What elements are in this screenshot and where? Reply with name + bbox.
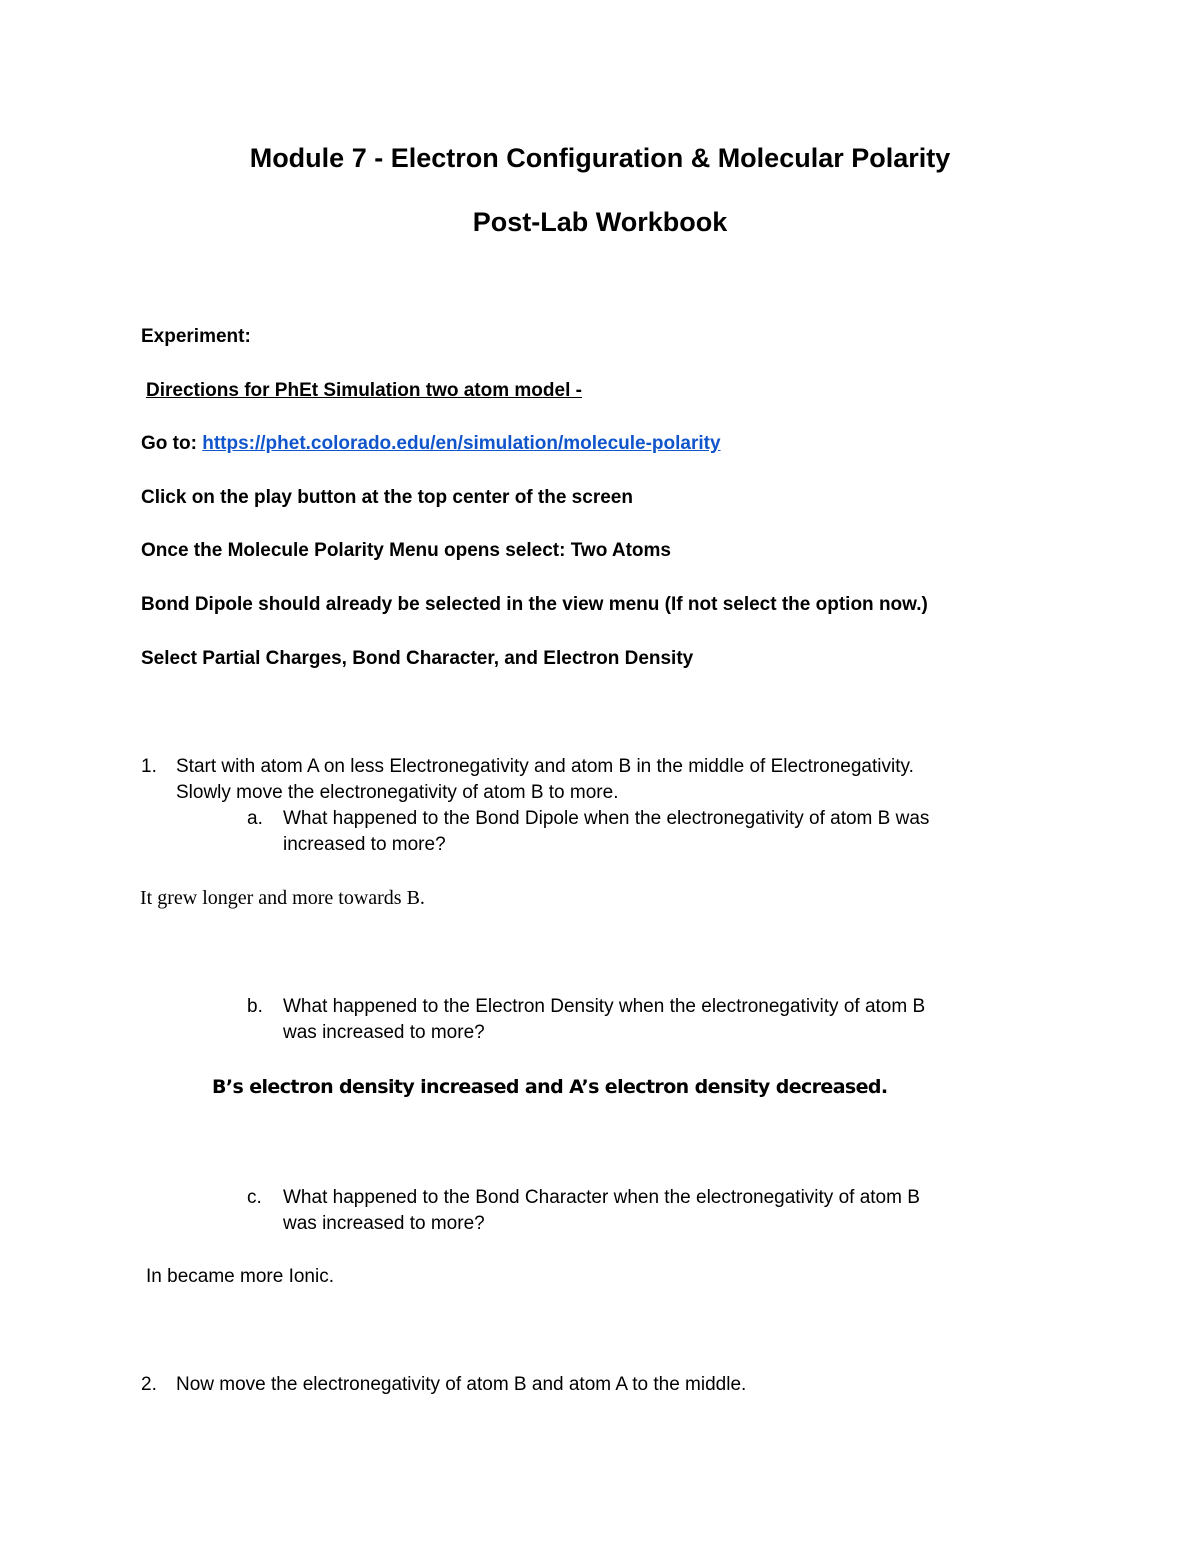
answer-1c: In became more Ionic.	[146, 1266, 334, 1287]
step-select-two-atoms: Once the Molecule Polarity Menu opens select: Two Atoms	[141, 540, 671, 561]
question-1-number: 1.	[141, 756, 157, 777]
step-play-button: Click on the play button at the top center of the screen	[141, 487, 633, 508]
goto-line	[141, 433, 721, 455]
question-1-line-1: Start with atom A on less Electronegativity and atom B in the middle of Electronegativity.	[176, 756, 914, 777]
question-1c-line-2: was increased to more?	[283, 1213, 485, 1234]
question-1b-line-1: What happened to the Electron Density when the electronegativity of atom B	[283, 996, 926, 1017]
document-subtitle: Post-Lab Workbook	[472, 207, 728, 237]
question-1b-line-2: was increased to more?	[283, 1022, 485, 1043]
answer-1b: B’s electron density increased and A’s electron density decreased.	[212, 1076, 888, 1098]
question-1-line-2: Slowly move the electronegativity of atom B to more.	[176, 782, 619, 803]
step-select-options: Select Partial Charges, Bond Character, and Electron Density	[141, 648, 694, 669]
question-2-number: 2.	[141, 1374, 157, 1395]
question-1a-marker: a.	[247, 808, 263, 829]
question-1a-line-1: What happened to the Bond Dipole when the electronegativity of atom B was	[283, 808, 930, 829]
step-bond-dipole: Bond Dipole should already be selected in the view menu (If not select the option now.)	[141, 594, 928, 615]
directions-heading: Directions for PhEt Simulation two atom model -	[146, 380, 582, 401]
question-1a-line-2: increased to more?	[283, 834, 446, 855]
phet-link[interactable]: https://phet.colorado.edu/en/simulation/molecule-polarity	[202, 433, 721, 454]
question-1c-marker: c.	[247, 1187, 262, 1208]
goto-label: Go to:	[141, 433, 197, 454]
experiment-label: Experiment:	[141, 326, 251, 347]
question-1c-line-1: What happened to the Bond Character when the electronegativity of atom B	[283, 1187, 920, 1208]
question-2-line-1: Now move the electronegativity of atom B and atom A to the middle.	[176, 1374, 747, 1395]
answer-1a: It grew longer and more towards B.	[140, 887, 425, 909]
document-title: Module 7 - Electron Configuration & Molecular Polarity	[249, 143, 951, 173]
question-1b-marker: b.	[247, 996, 263, 1017]
